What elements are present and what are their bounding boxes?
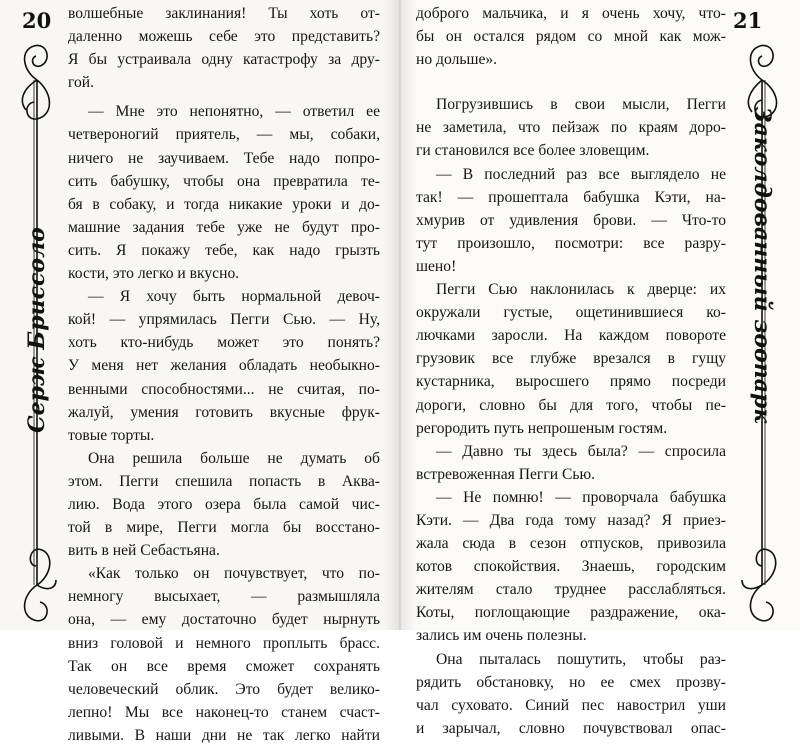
text-line: бы он остался рядом со мной как мож- xyxy=(416,28,726,46)
text-line: этом. Пегги спешила попасть в Аква- xyxy=(68,472,380,490)
body-text xyxy=(416,2,726,740)
text-line: сить бабушку, чтобы она превратила те- xyxy=(68,172,380,190)
text-line: жала сюда в сезон отпусков, привозила xyxy=(416,535,726,553)
text-line: встревоженная Пегги Сью. xyxy=(416,465,596,483)
text-line: Коты, поглощающие раздражение, ока- xyxy=(416,604,726,622)
text-line: хмурив от удивления брови. — Что-то xyxy=(416,211,726,229)
text-line: Она решила больше не думать об xyxy=(88,449,380,467)
text-line: товые торты. xyxy=(68,426,155,444)
text-line: лию. Вода этого озера была самой чис- xyxy=(68,495,380,513)
text-line: лепно! Мы все наконец-то станем счаст- xyxy=(68,703,380,721)
text-line: Пегги Сью наклонилась к дверце: их xyxy=(436,281,726,299)
text-line: той в мире, Пегги могла бы восстано- xyxy=(68,519,380,537)
running-head-author: Серж Бриссоло xyxy=(24,227,50,433)
text-line: регородить путь непрошеным гостям. xyxy=(416,419,668,437)
text-line: Я бы устраивала одну катастрофу за дру- xyxy=(68,51,380,69)
text-line: хоть кто-нибудь может это понять? xyxy=(68,334,380,352)
text-line: чал суховато. Синий пес навострил уши xyxy=(416,696,726,714)
text-line: четвероногий приятель, — мы, собаки, xyxy=(68,126,380,144)
text-line: зались им очень полезны. xyxy=(416,627,587,645)
text-line: вить в ней Себастьяна. xyxy=(68,542,220,560)
text-line: Кэти. — Два года тому назад? Я приез- xyxy=(416,511,726,529)
text-line: Погрузившись в свои мысли, Пегги xyxy=(436,96,726,114)
text-line: машние задания тебе уже не будут про- xyxy=(68,218,380,236)
text-line: гой. xyxy=(68,74,95,92)
text-line: сить. Я покажу тебе, как надо грызть xyxy=(68,241,380,259)
text-line: ничего не заучиваем. Тебе надо попро- xyxy=(68,149,380,167)
text-line: даленно можешь себе это представить? xyxy=(68,28,380,46)
text-line: не заметила, что пейзаж по краям доро- xyxy=(416,119,726,137)
page-number: 21 xyxy=(733,8,763,33)
text-line: волшебные заклинания! Ты хоть от- xyxy=(68,5,380,22)
left-page xyxy=(0,0,400,744)
text-line: венными способностями... не считая, по- xyxy=(68,380,380,398)
text-line: рядить обстановку, но ее смех прозву- xyxy=(416,673,726,691)
text-line: «Как только он почувствует, что по- xyxy=(88,565,380,583)
text-line: и зарычал, словно почувствовал опас- xyxy=(416,719,726,737)
text-line: Она пыталась пошутить, чтобы раз- xyxy=(436,650,726,668)
text-line: кустарника, выросшего прямо посреди xyxy=(416,373,726,391)
text-line: грузовик все глубже врезался в гущу xyxy=(416,350,726,368)
text-line: У меня нет желания обладать необыкно- xyxy=(68,357,380,375)
text-line: бя в собаку, и тогда никакие уроки и до- xyxy=(68,195,380,213)
text-line: жалуй, умения готовить вкусные фрук- xyxy=(68,403,380,421)
text-line: вниз головой и немного проплыть брасс. xyxy=(68,634,380,652)
text-line: — Я хочу быть нормальной девоч- xyxy=(88,288,380,306)
text-line: так! — прошептала бабушка Кэти, на- xyxy=(416,188,726,206)
text-line: кой! — упрямилась Пегги Сью. — Ну, xyxy=(68,311,380,329)
text-line: ливыми. В наши дни не так легко найти xyxy=(68,726,380,744)
right-page xyxy=(400,0,800,737)
page-number: 20 xyxy=(22,8,52,33)
text-line: Так он все время сможет сохранять xyxy=(68,657,380,675)
text-line: дороги, словно бы для того, чтобы пе- xyxy=(416,396,726,414)
text-line: — Давно ты здесь была? — спросила xyxy=(436,442,726,460)
text-line: ги становился все более зловещим. xyxy=(416,142,650,160)
text-line: но дольше». xyxy=(416,51,498,69)
text-line: доброго мальчика, и я очень хочу, что- xyxy=(416,5,726,22)
running-head-title: Заколдованный зоопарк xyxy=(749,106,775,424)
text-line: человеческий облик. Это будет велико- xyxy=(68,680,380,698)
text-line: — В последний раз все выглядело не xyxy=(436,165,726,183)
text-line: лючками заросли. На каждом повороте xyxy=(416,327,726,345)
text-line: тут произошло, посмотри: все разру- xyxy=(416,234,726,252)
text-line: жителям стало труднее расслабляться. xyxy=(416,581,726,599)
text-line: немногу высыхает, — размышляла xyxy=(68,588,380,606)
text-line: она, — ему достаточно будет нырнуть xyxy=(68,611,380,629)
text-line: окружали густые, ощетинившиеся ко- xyxy=(416,304,726,322)
text-line: — Мне это непонятно, — ответил ее xyxy=(88,103,380,121)
text-line: шено! xyxy=(416,257,457,275)
body-text xyxy=(68,2,380,747)
text-line: кости, это легко и вкусно. xyxy=(68,265,240,283)
text-line: — Не помню! — проворчала бабушка xyxy=(436,488,726,506)
text-line: котов спокойствия. Знаешь, городским xyxy=(416,558,726,576)
